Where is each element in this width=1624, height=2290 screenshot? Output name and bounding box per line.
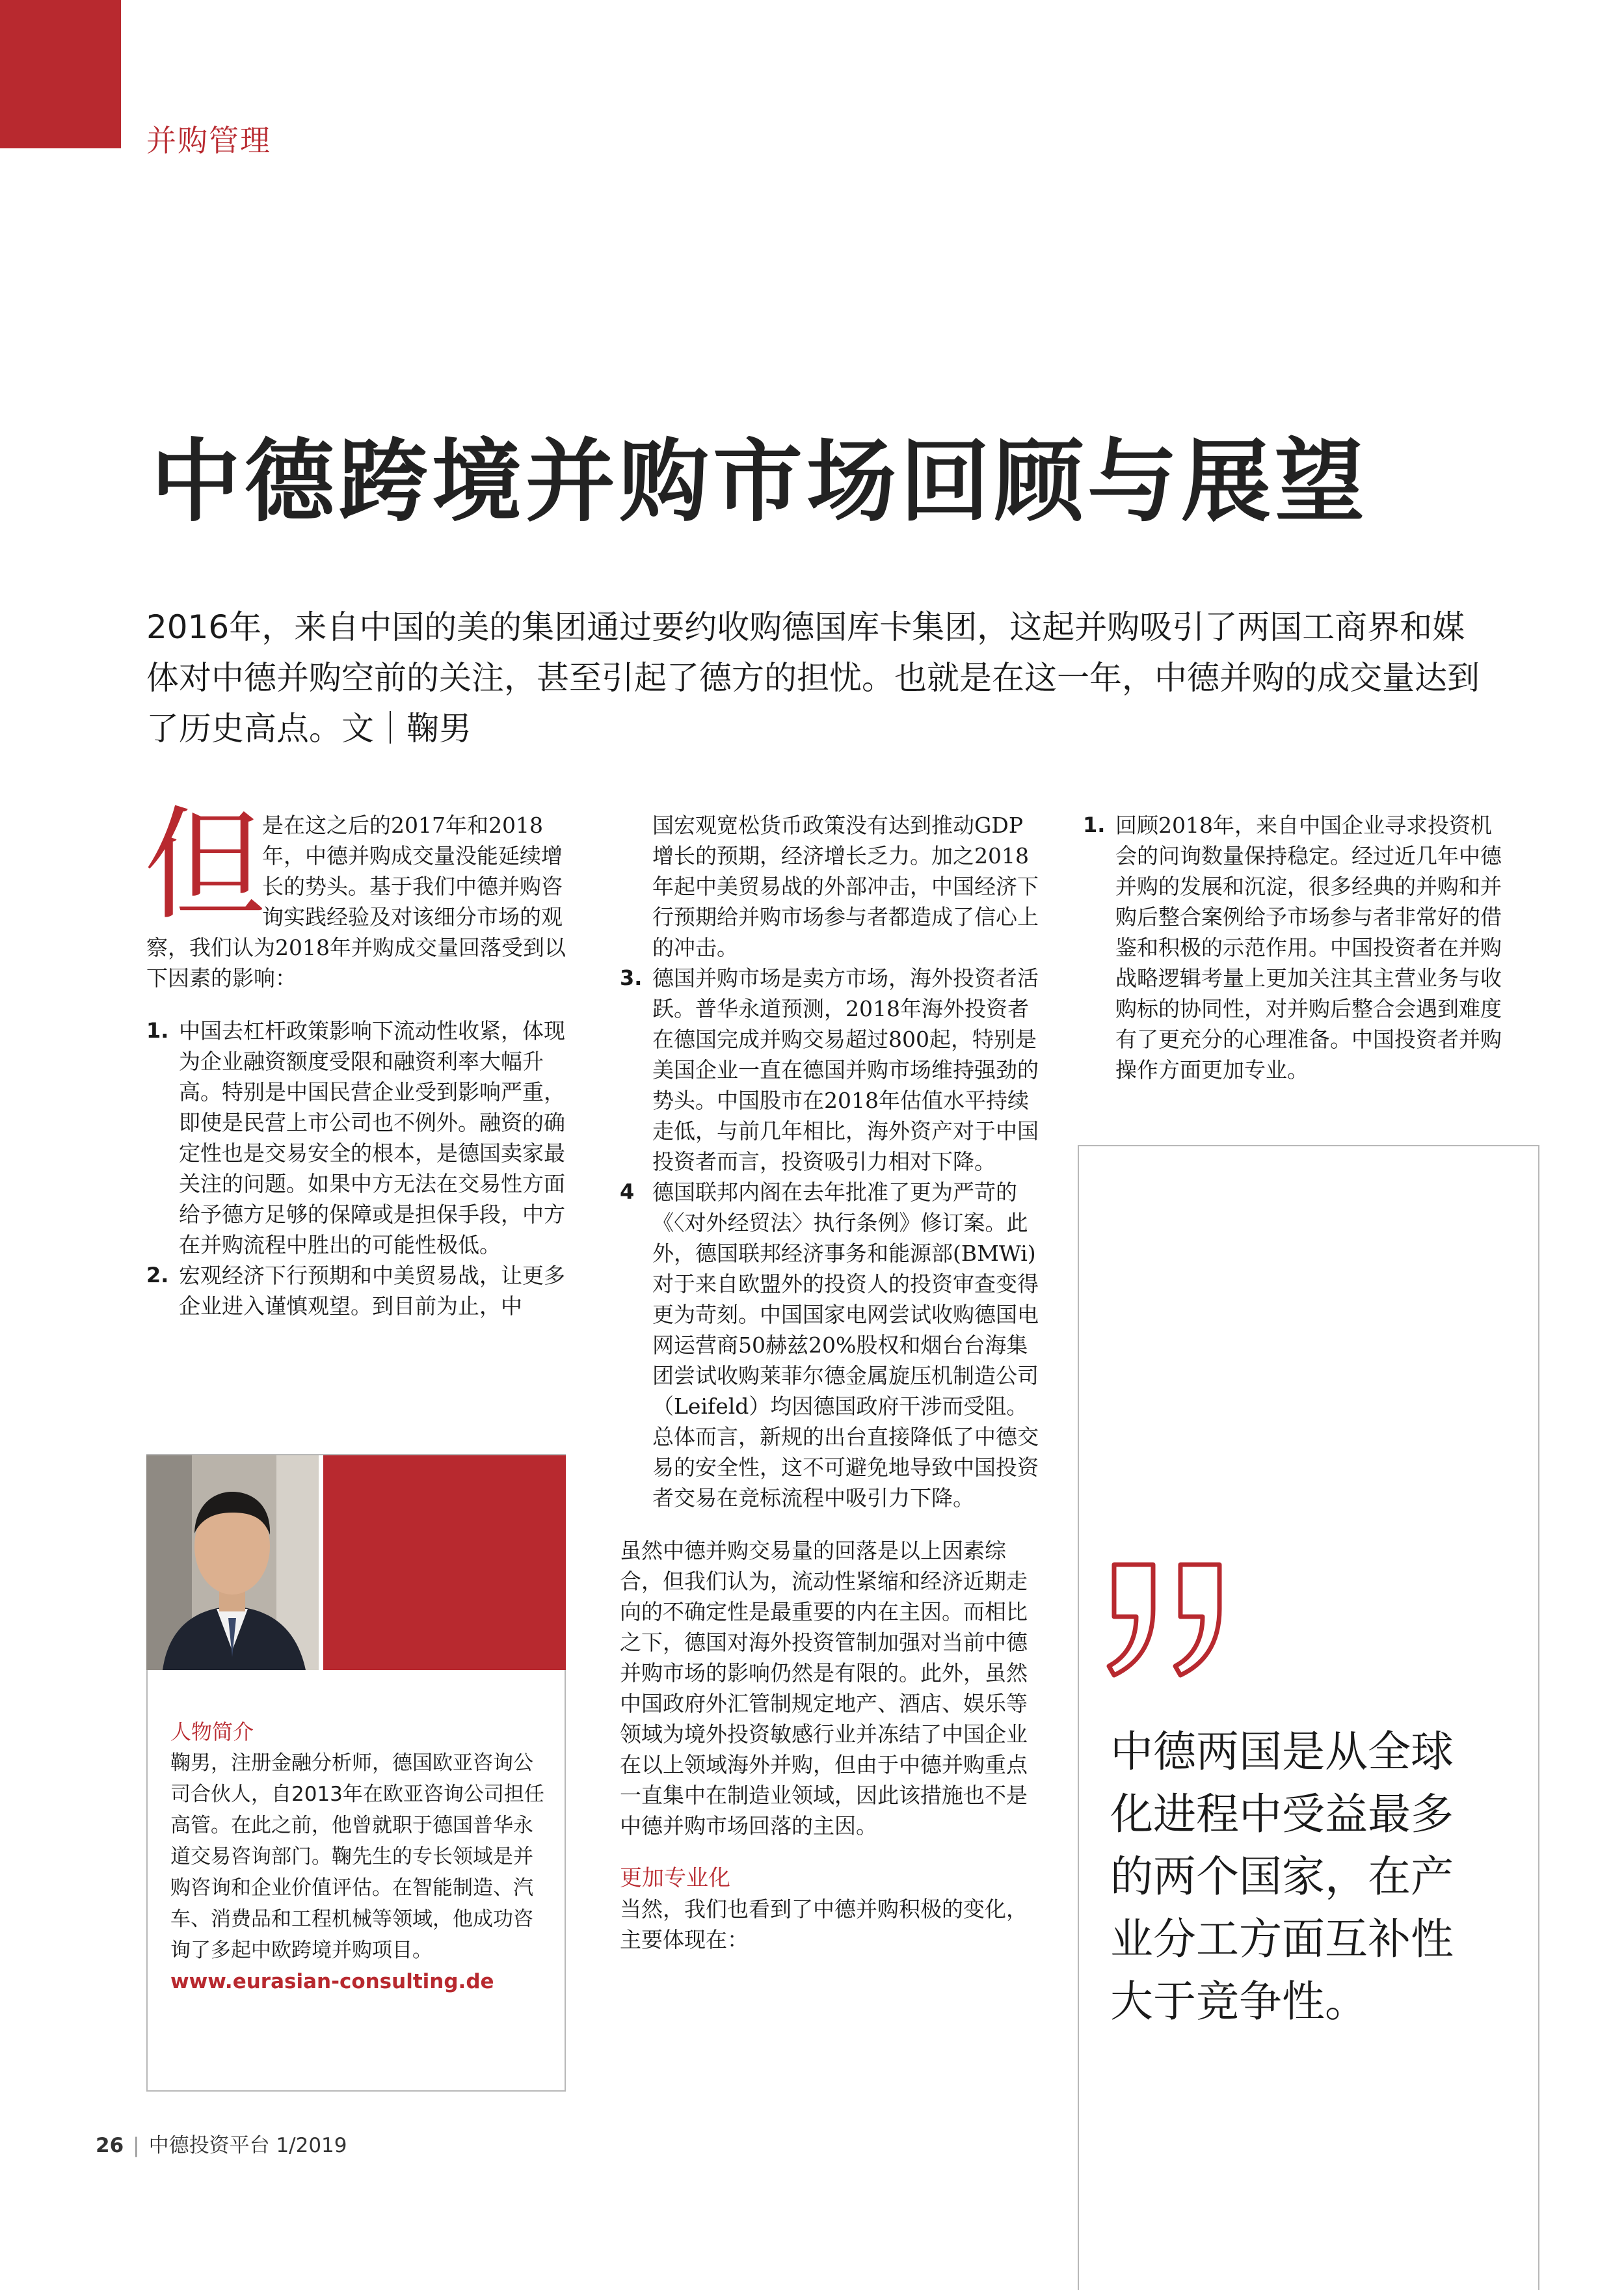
factor-list: [146, 1016, 569, 1321]
change-list: [1083, 810, 1512, 1085]
author-portrait-image: [146, 1455, 319, 1670]
bio-body: 鞠男，注册金融分析师，德国欧亚咨询公司合伙人，自2013年在欧亚咨询公司担任高管。在此之前，他曾就职于德国普华永道交易咨询部门。鞠先生的专长领域是并购咨询和企业价值评估。在智能制造、汽车、消费品和工程机械等领域，他成功咨询了多起中欧跨境并购项目。: [170, 1751, 544, 1962]
factor-list-continued: [620, 963, 1041, 1513]
list-item: [620, 1177, 1041, 1513]
list-text: 德国联邦内阁在去年批准了更为严苛的《〈对外经贸法〉执行条例》修订案。此外，德国联邦经济事务和能源部(BMWi)对于来自欧盟外的投资人的投资审查变得更为苛刻。中国国家电网尝试收购德国电网运营商50赫兹20%股权和烟台台海集团尝试收购莱菲尔德金属旋压机制造公司（Leifeld）均因德国政府干涉而受阻。总体而言，新规的出台直接降低了中德交易的安全性，这不可避免地导致中国投资者交易在竞标流程中吸引力下降。: [652, 1179, 1039, 1511]
list-number: 2.: [146, 1263, 169, 1287]
column-1: [144, 794, 569, 1321]
publication-name: 中德投资平台 1/2019: [148, 2134, 347, 2157]
pull-quote-box: [1078, 1145, 1539, 2290]
header-red-block: [0, 0, 121, 148]
bio-heading: 人物简介: [170, 1719, 254, 1744]
list-item: [620, 963, 1041, 1177]
article-lead: 2016年，来自中国的美的集团通过要约收购德国库卡集团，这起并购吸引了两国工商界和媒体对中德并购空前的关注，甚至引起了德方的担忧。也就是在这一年，中德并购的成交量达到了历史高点。文｜鞠男: [146, 608, 1480, 748]
website-link[interactable]: www.eurasian-consulting.de: [170, 1970, 494, 1993]
intro-paragraph: [144, 794, 569, 993]
list-item: [146, 1016, 569, 1260]
list-continuation: 国宏观宽松货币政策没有达到推动GDP增长的预期，经济增长乏力。加之2018年起中美贸易战的外部冲击，中国经济下行预期给并购市场参与者都造成了信心上的冲击。: [652, 813, 1039, 960]
list-number: 4: [620, 1179, 635, 1204]
list-number: 1.: [146, 1018, 169, 1043]
column-3: [1083, 810, 1512, 1085]
list-text: 中国去杠杆政策影响下流动性收紧，体现为企业融资额度受限和融资利率大幅升高。特别是中国民营企业受到影响严重，即使是民营上市公司也不例外。融资的确定性也是交易安全的根本，是德国卖家最关注的问题。如果中方无法在交易性方面给予德方足够的保障或是担保手段，中方在并购流程中胜出的可能性极低。: [179, 1018, 565, 1258]
column-2: [620, 810, 1041, 1955]
subheading: 更加专业化: [620, 1865, 730, 1891]
list-text: 宏观经济下行预期和中美贸易战，让更多企业进入谨慎观望。到目前为止，中: [179, 1263, 565, 1319]
intro-text: 是在这之后的2017年和2018年，中德并购成交量没能延续增长的势头。基于我们中德并购咨询实践经验及对该细分市场的观察，我们认为2018年并购成交量回落受到以下因素的影响：: [146, 813, 566, 991]
section-label: 并购管理: [146, 123, 271, 158]
list-number: 3.: [620, 965, 643, 990]
page-number: 26: [96, 2134, 124, 2157]
dropcap: 但: [144, 794, 266, 937]
list-item: [146, 1260, 569, 1321]
body-paragraph: 虽然中德并购交易量的回落是以上因素综合，但我们认为，流动性紧缩和经济近期走向的不确定性是最重要的内在主因。而相比之下，德国对海外投资管制加强对当前中德并购市场的影响仍然是有限的。此外，虽然中国政府外汇管制规定地产、酒店、娱乐等领域为境外投资敏感行业并冻结了中国企业在以上领域海外并购，但由于中德并购重点一直集中在制造业领域，因此该措施也不是中德并购市场回落的主因。: [620, 1538, 1028, 1839]
quote-mark-icon: [1102, 1552, 1252, 1701]
page-footer: 26 | 中德投资平台 1/2019: [96, 2134, 347, 2157]
list-item: [1083, 810, 1512, 1085]
bio-red-panel: [323, 1455, 566, 1670]
article-title: 中德跨境并购市场回顾与展望: [151, 429, 1369, 534]
pull-quote-text: 中德两国是从全球化进程中受益最多的两个国家，在产业分工方面互补性大于竞争性。: [1110, 1727, 1454, 2027]
list-number: 1.: [1083, 813, 1106, 837]
author-photo: [146, 1455, 319, 1670]
list-text: 德国并购市场是卖方市场，海外投资者活跃。普华永道预测，2018年海外投资者在德国完成并购交易超过800起，特别是美国企业一直在德国并购市场维持强劲的势头。中国股市在2018年估值水平持续走低，与前几年相比，海外资产对于中国投资者而言，投资吸引力相对下降。: [652, 965, 1039, 1174]
body-paragraph: 当然，我们也看到了中德并购积极的变化，主要体现在：: [620, 1896, 1028, 1952]
bio-text-block: [170, 1716, 548, 1997]
list-text: 回顾2018年，来自中国企业寻求投资机会的问询数量保持稳定。经过近几年中德并购的发展和沉淀，很多经典的并购和并购后整合案例给予市场参与者非常好的借鉴和积极的示范作用。中国投资者在并购战略逻辑考量上更加关注其主营业务与收购标的协同性，对并购后整合会遇到难度有了更充分的心理准备。中国投资者并购操作方面更加专业。: [1115, 813, 1502, 1083]
